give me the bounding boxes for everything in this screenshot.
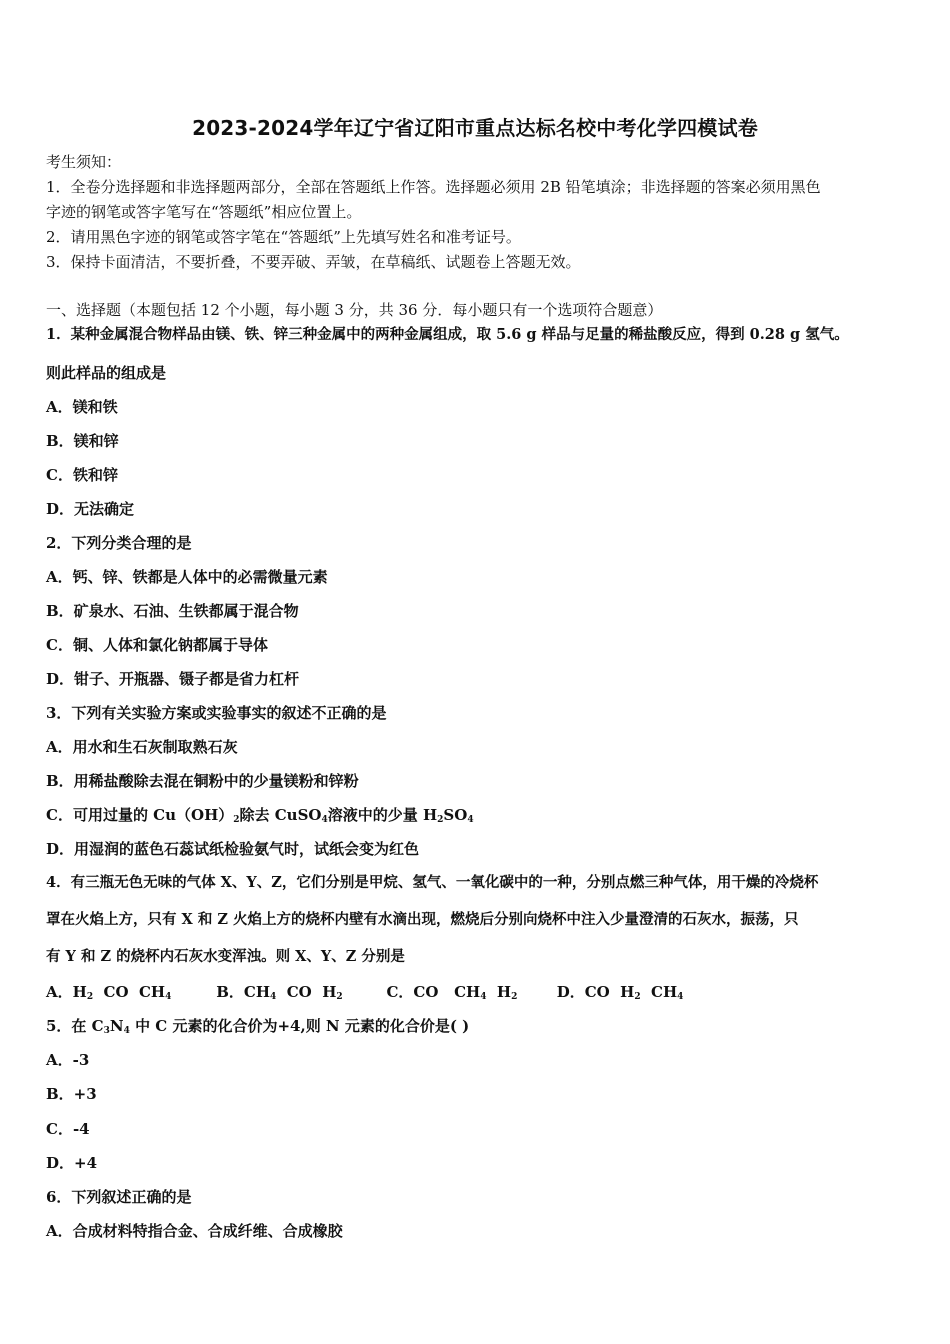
notice-item: 1．全卷分选择题和非选择题两部分，全部在答题纸上作答。选择题必须用 2B 铅笔填涂；非选择题的答案必须用黑色 <box>46 178 821 196</box>
q2-option-d: D．钳子、开瓶器、镊子都是省力杠杆 <box>46 670 300 688</box>
q5-option-a: A．-3 <box>46 1051 90 1069</box>
subscript: 4 <box>677 992 684 1002</box>
q4-options <box>46 982 920 1002</box>
q1-option-d: D．无法确定 <box>46 500 135 518</box>
text-part: C．CO CH <box>386 983 481 1001</box>
subscript: 2 <box>511 992 518 1002</box>
text-part: D．CO H <box>556 983 635 1001</box>
notice-heading: 考生须知： <box>46 153 122 171</box>
q6-stem: 6．下列叙述正确的是 <box>46 1188 192 1206</box>
subscript: 2 <box>634 992 641 1002</box>
text-part: 溶液中的少量 H <box>327 806 438 824</box>
subscript: 3 <box>103 1026 110 1036</box>
subscript: 2 <box>336 992 343 1002</box>
q6-option-a: A．合成材料特指合金、合成纤维、合成橡胶 <box>46 1222 343 1240</box>
q2-option-c: C．铜、人体和氯化钠都属于导体 <box>46 636 268 654</box>
q2-option-b: B．矿泉水、石油、生铁都属于混合物 <box>46 602 299 620</box>
q4-option-c <box>386 982 551 1002</box>
q3-option-b: B．用稀盐酸除去混在铜粉中的少量镁粉和锌粉 <box>46 772 359 790</box>
q3-option-c <box>46 805 920 825</box>
q4-stem-cont: 有 Y 和 Z 的烧杯内石灰水变浑浊。则 X、Y、Z 分别是 <box>46 948 405 965</box>
q4-stem: 4．有三瓶无色无味的气体 X、Y、Z，它们分别是甲烷、氢气、一氧化碳中的一种，分别点燃三种气体，用干燥的冷烧杯 <box>46 874 819 891</box>
q2-stem: 2．下列分类合理的是 <box>46 534 192 552</box>
notice-item: 字迹的钢笔或答字笔写在“答题纸”相应位置上。 <box>46 203 362 221</box>
q3-option-a: A．用水和生石灰制取熟石灰 <box>46 738 238 756</box>
q1-option-b: B．镁和锌 <box>46 432 119 450</box>
q5-option-c: C．-4 <box>46 1120 90 1138</box>
text-part: SO <box>443 806 468 824</box>
q5-option-b: B．+3 <box>46 1085 97 1103</box>
section-heading: 一、选择题（本题包括 12 个小题，每小题 3 分，共 36 分．每小题只有一个选项符合题意） <box>46 301 663 319</box>
text-part: 5．在 C <box>46 1017 104 1035</box>
text-part: 除去 CuSO <box>239 806 322 824</box>
q5-option-d: D．+4 <box>46 1154 98 1172</box>
subscript: 4 <box>270 992 277 1002</box>
q4-option-a <box>46 982 211 1002</box>
q4-stem-cont: 罩在火焰上方，只有 X 和 Z 火焰上方的烧杯内壁有水滴出现，燃烧后分别向烧杯中注入少量澄清的石灰水，振荡，只 <box>46 911 799 928</box>
text-part: A．H <box>46 983 87 1001</box>
text-part: CO CH <box>93 983 166 1001</box>
q4-option-b <box>216 982 381 1002</box>
subscript: 2 <box>437 815 444 825</box>
subscript: 4 <box>123 1026 130 1036</box>
text-part: 中 C 元素的化合价为+4,则 N 元素的化合价是( ) <box>129 1017 470 1035</box>
subscript: 2 <box>86 992 94 1002</box>
q3-option-d: D．用湿润的蓝色石蕊试纸检验氨气时，试纸会变为红色 <box>46 840 420 858</box>
subscript: 2 <box>233 815 240 825</box>
notice-item: 3．保持卡面清洁，不要折叠，不要弄破、弄皱，在草稿纸、试题卷上答题无效。 <box>46 253 581 271</box>
q1-option-a: A．镁和铁 <box>46 398 118 416</box>
q2-option-a: A．钙、锌、铁都是人体中的必需微量元素 <box>46 568 328 586</box>
text-part: CH <box>640 983 678 1001</box>
q5-stem <box>46 1016 920 1036</box>
text-part: CO H <box>276 983 337 1001</box>
text-part: N <box>109 1017 124 1035</box>
text-part: H <box>486 983 512 1001</box>
notice-item: 2．请用黑色字迹的钢笔或答字笔在“答题纸”上先填写姓名和准考证号。 <box>46 228 521 246</box>
text-part: C．可用过量的 Cu（OH） <box>46 806 234 824</box>
q3-stem: 3．下列有关实验方案或实验事实的叙述不正确的是 <box>46 704 387 722</box>
q4-option-d <box>557 982 684 1002</box>
q1-stem-cont: 则此样品的组成是 <box>46 364 167 382</box>
text-part: B．CH <box>216 983 271 1001</box>
subscript: 4 <box>467 815 474 825</box>
subscript: 4 <box>165 992 172 1002</box>
subscript: 4 <box>480 992 487 1002</box>
page-title: 2023-2024学年辽宁省辽阳市重点达标名校中考化学四模试卷 <box>192 116 758 140</box>
q1-stem: 1．某种金属混合物样品由镁、铁、锌三种金属中的两种金属组成，取 5.6 g 样品与足量的稀盐酸反应，得到 0.28 g 氢气。 <box>46 326 849 343</box>
q1-option-c: C．铁和锌 <box>46 466 118 484</box>
subscript: 4 <box>321 815 328 825</box>
